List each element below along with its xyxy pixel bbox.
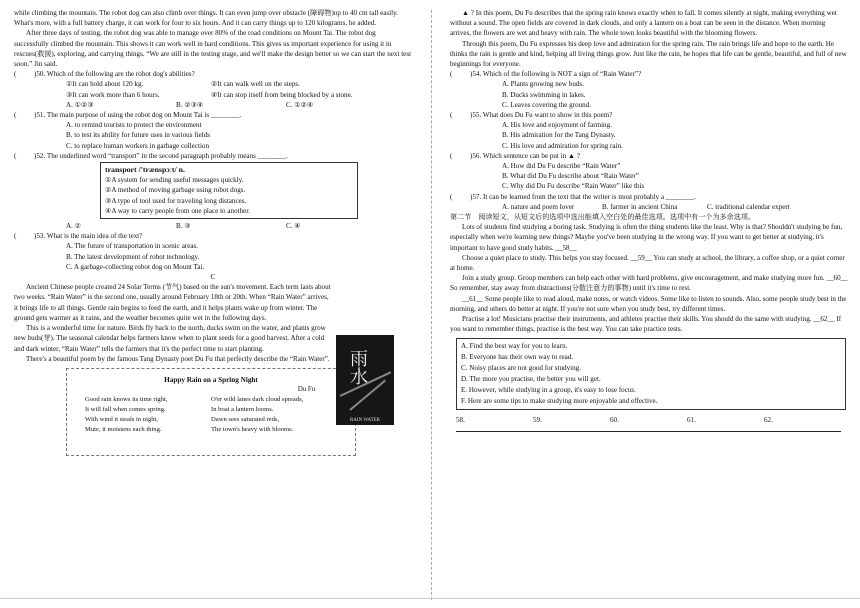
option-item: D. The more you practise, the better you will get. — [461, 374, 601, 383]
answer-paren[interactable]: ( — [450, 151, 453, 160]
cloze-paragraph: Lots of students find studying a boring task. Studying is often the thing students like the least. Why is that? Shouldn't studying be fun, especially when we're learning new things? Maybe you've been studying in the wrong way. If you want to get better at studying, it's important to have good study habits. __58__ — [450, 223, 843, 252]
poem-line: With wind it steals in night, — [85, 416, 158, 424]
passage-paragraph: After three days of testing, the robot dog was able to manage over 80% of the road conditions on Mount Tai. The robot dog successfully climbed the mountain. This shows it can work well in hard conditions. This gives us important experience for using it in rescues(救援), exploring, and carrying things. “We are still in the testing stage, and we'll make the design better so we can start the next test soon.” Jin said. — [14, 29, 412, 69]
choice[interactable]: A. How did Du Fu describe “Rain Water” — [502, 162, 621, 171]
choice[interactable]: C. ④ — [286, 222, 301, 231]
choice[interactable]: B. The latest development of robot technology. — [66, 252, 200, 261]
question-53 — [14, 231, 412, 241]
choice[interactable]: A. nature and poem lover — [502, 202, 575, 211]
choice[interactable]: B. farmer in ancient China — [602, 202, 678, 211]
answer-paren[interactable]: ( — [14, 70, 17, 79]
question-text: )51. The main purpose of using the robot dog on Mount Tai is ________. — [34, 111, 242, 120]
choice[interactable]: A. His love and enjoyment of farming. — [502, 121, 612, 130]
question-52 — [14, 151, 412, 161]
column-divider — [431, 10, 432, 600]
answer-blank[interactable] — [456, 431, 533, 432]
choice[interactable]: B. What did Du Fu describe about “Rain Water” — [502, 172, 639, 181]
choice[interactable]: B. ③ — [176, 222, 191, 231]
choice[interactable]: C. His love and admiration for spring rain. — [502, 141, 623, 150]
answer-paren[interactable]: ( — [14, 151, 17, 160]
poem-title: Happy Rain on a Spring Night — [164, 375, 258, 384]
passage-paragraph: ▲ ? In this poem, Du Fu describes that the spring rain knows exactly when to fall. It comes silently at night, making everything wet without a sound. The open fields are covered in dark clouds, and only a lantern on a boat can be seen in the distance. When morning arrives, the flowers are wet and heavy with rain. The whole town looks beautiful with the blooming flowers. — [450, 9, 837, 38]
choice[interactable]: C. Leaves covering the ground. — [502, 100, 592, 109]
answer-label: 60. — [610, 415, 619, 424]
question-text: )56. Which sentence can be put in ▲ ? — [470, 151, 580, 160]
cloze-paragraph: __61__ Some people like to read aloud, make notes, or watch videos. Some like to listen to sounds. Also, some people study best in the morning, and others do better at night. If you're not sure when you study best, try different times. — [450, 294, 847, 313]
choice[interactable]: A. The future of transportation in scenic areas. — [66, 242, 199, 251]
answer-paren[interactable]: ( — [14, 232, 17, 241]
answer-blank[interactable] — [687, 431, 764, 432]
question-50 — [14, 69, 412, 79]
choice[interactable]: B. ②③④ — [176, 100, 204, 109]
question-text: )57. It can be learned from the text that the writer is most probably a ________. — [470, 192, 696, 201]
section-heading: C — [210, 273, 216, 282]
dictionary-sense: ④A way to carry people from one place to another. — [105, 206, 251, 215]
answer-label: 62. — [764, 415, 773, 424]
statement: ②It can walk well on the steps. — [211, 80, 300, 89]
answer-blank[interactable] — [764, 431, 841, 432]
poem-line: Good rain knows its time right, — [85, 396, 168, 404]
image-glyph: 雨水 — [347, 349, 368, 385]
answer-blank[interactable] — [610, 431, 687, 432]
choice[interactable]: C. traditional calendar expert — [707, 202, 790, 211]
question-55 — [450, 110, 848, 120]
choice[interactable]: C. Why did Du Fu describe “Rain Water” like this — [502, 182, 645, 191]
answer-label: 59. — [533, 415, 542, 424]
choice[interactable]: A. to remind tourists to protect the environment — [66, 121, 202, 130]
poem-line: Dawn sees saturated reds, — [211, 416, 280, 424]
answer-paren[interactable]: ( — [14, 111, 17, 120]
answer-blanks — [450, 415, 848, 435]
poem-line: It will fall when comes spring. — [85, 406, 166, 414]
choice[interactable]: A. Plants growing new buds. — [502, 80, 584, 89]
poem-line: The town's heavy with blooms. — [211, 426, 294, 434]
poem-box — [66, 368, 356, 456]
bottom-rule — [0, 598, 860, 599]
dictionary-sense: ③A type of tool used for traveling long distances. — [105, 196, 247, 205]
answer-paren[interactable]: ( — [450, 111, 453, 120]
passage-paragraph: Ancient Chinese people created 24 Solar Terms (节气) based on the sun's movement. Each term lasts about two weeks. “Rain Water” is the second one, usually around February 18th or 20th. When “Rain Water” arrives, it brings life to all things. Gentle rain begins to feed the earth, and it helps plants wake up from winter. The ground gets warmer as it rains, and the weather becomes quite wet in the following days. — [14, 283, 331, 322]
question-text: )52. The underlined word “transport” in the second paragraph probably means ________. — [34, 151, 288, 160]
cloze-paragraph: Join a study group. Group members can help each other with hard problems, give encouragement, and make studying more fun. __60__ So remember, stay away from distractions(分散注意力的事物) until it's time to rest. — [450, 274, 848, 293]
choice[interactable]: C. ①②④ — [286, 100, 314, 109]
section-heading: 第二节 阅读短文，从短文后的选项中选出能填入空白处的最佳选项。选项中有一个为多余选项。 — [450, 213, 756, 222]
question-51 — [14, 110, 412, 120]
image-caption: RAIN WATER — [349, 418, 381, 423]
statement: ①It can hold about 120 kg. — [66, 80, 144, 89]
dictionary-sense: ①A system for sending useful messages quickly. — [105, 176, 244, 185]
options-box — [456, 338, 846, 410]
option-item: A. Find the best way for you to learn. — [461, 341, 568, 350]
question-54 — [450, 69, 848, 79]
option-item: C. Noisy places are not good for studying. — [461, 363, 581, 372]
poem-line: In boat a lantern looms. — [211, 406, 274, 414]
dictionary-sense: ②A method of moving garbage using robot dogs. — [105, 186, 246, 195]
cloze-paragraph: Practise a lot! Musicians practise their instruments, and athletes practise their skills. You should do the same with studying. __62__ If you want to remember things, practise is the best way. You can take practice tests. — [450, 315, 842, 334]
question-text: )53. What is the main idea of the text? — [34, 232, 143, 241]
rain-water-image — [336, 335, 394, 425]
answer-label: 58. — [456, 415, 465, 424]
choice[interactable]: B. Ducks swimming in lakes. — [502, 90, 586, 99]
option-item: E. However, while studying in a group, it's easy to lose focus. — [461, 385, 636, 394]
cloze-paragraph: Choose a quiet place to study. This helps you stay focused. __59__ You can study at school, the library, a coffee shop, or a quiet corner at home. — [450, 253, 845, 273]
answer-paren[interactable]: ( — [450, 70, 453, 79]
passage-paragraph: There's a beautiful poem by the famous Tang Dynasty poet Du Fu that perfectly describe the “Rain Water”. — [26, 354, 330, 363]
passage-paragraph: while climbing the mountain. The robot dog can also climb over things. It can even jump over obstacle (障碍物)up to 40 cm tall easily. What's more, with a full battery charge, it can work for four to six hours. And it can carry things up to 120 kilograms, he added. — [14, 9, 398, 28]
poem-line: O'er wild lanes dark cloud spreads, — [211, 396, 304, 404]
choice[interactable]: B. His admiration for the Tang Dynasty. — [502, 131, 616, 140]
statement: ③It can work more than 6 hours. — [66, 90, 160, 99]
question-text: )50. Which of the following are the robot dog's abilities? — [34, 70, 195, 79]
dictionary-headword: transport /'trænspɔːt/ n. — [105, 165, 185, 175]
question-57 — [450, 192, 848, 202]
choice[interactable]: C. A garbage-collecting robot dog on Mount Tai. — [66, 262, 205, 271]
choice[interactable]: C. to replace human workers in garbage collection — [66, 141, 210, 150]
answer-paren[interactable]: ( — [450, 192, 453, 201]
poem-line: Mute, it moistens each thing. — [85, 426, 162, 434]
choice[interactable]: A. ①②③ — [66, 100, 94, 109]
dictionary-box — [100, 162, 358, 219]
answer-blank[interactable] — [533, 431, 610, 432]
option-item: B. Everyone has their own way to read. — [461, 352, 574, 361]
right-column — [450, 8, 848, 435]
answer-label: 61. — [687, 415, 696, 424]
question-text: )54. Which of the following is NOT a sign of “Rain Water”? — [470, 70, 642, 79]
choice[interactable]: B. to test its ability for future uses in various fields — [66, 131, 211, 140]
statement: ④It can stop itself from being blocked by a stone. — [211, 90, 353, 99]
passage-paragraph: Through this poem, Du Fu expresses his deep love and admiration for the spring rain. The rain brings life and hope to the earth. He thinks the rain is gentle and kind, helping all living things grow. Just like the rain, he hopes that life can be gentle, beautiful, and full of new beginnings for everyone. — [450, 39, 847, 69]
passage-paragraph: This is a wonderful time for nature. Birds fly back to the north, ducks swim on the water, and plants grow new buds(芽). The seasonal calendar helps farmers know when to plant seeds for a good harvest. After a cold and dark winter, “Rain Water” tells the farmers that it's the perfect time to start planting. — [14, 324, 326, 353]
question-text: )55. What does Du Fu want to show in this poem? — [470, 111, 613, 120]
poem-author: Du Fu — [297, 386, 315, 394]
question-56 — [450, 151, 848, 161]
option-item: F. Here are some tips to make studying more enjoyable and effective. — [461, 396, 658, 405]
choice[interactable]: A. ② — [66, 222, 82, 231]
